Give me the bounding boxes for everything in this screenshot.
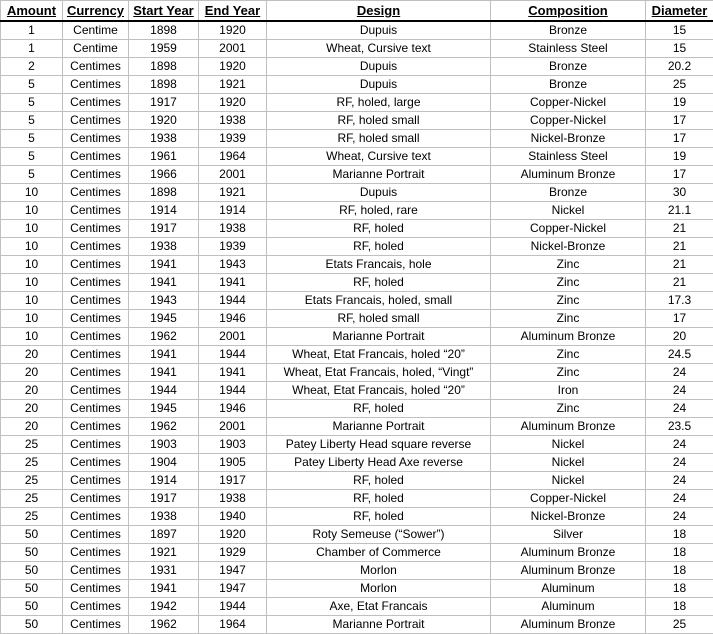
header-currency: Currency [63,1,129,22]
cell-design: Etats Francais, hole [267,256,491,274]
cell-currency: Centimes [63,526,129,544]
cell-composition: Aluminum Bronze [491,616,646,634]
cell-design: Morlon [267,580,491,598]
cell-diameter: 21.1 [646,202,713,220]
cell-composition: Silver [491,526,646,544]
cell-amount: 10 [1,184,63,202]
cell-amount: 50 [1,562,63,580]
cell-design: Dupuis [267,184,491,202]
table-row [1,94,713,112]
cell-amount: 10 [1,220,63,238]
cell-start-year: 1917 [129,220,199,238]
cell-start-year: 1898 [129,184,199,202]
cell-currency: Centimes [63,454,129,472]
cell-design: Wheat, Etat Francais, holed “20” [267,382,491,400]
cell-currency: Centimes [63,544,129,562]
cell-composition: Zinc [491,400,646,418]
table-row [1,184,713,202]
cell-amount: 50 [1,598,63,616]
cell-start-year: 1942 [129,598,199,616]
table-row [1,256,713,274]
cell-start-year: 1917 [129,490,199,508]
cell-end-year: 1964 [199,616,267,634]
cell-diameter: 21 [646,274,713,292]
cell-composition: Copper-Nickel [491,490,646,508]
cell-end-year: 1947 [199,562,267,580]
cell-end-year: 1921 [199,76,267,94]
cell-currency: Centime [63,40,129,58]
cell-amount: 5 [1,94,63,112]
cell-composition: Zinc [491,364,646,382]
cell-composition: Bronze [491,21,646,40]
cell-design: Dupuis [267,58,491,76]
cell-amount: 2 [1,58,63,76]
table-row [1,364,713,382]
cell-amount: 50 [1,526,63,544]
table-row [1,310,713,328]
cell-amount: 10 [1,292,63,310]
table-row [1,220,713,238]
cell-start-year: 1962 [129,616,199,634]
cell-design: Patey Liberty Head Axe reverse [267,454,491,472]
cell-amount: 50 [1,616,63,634]
cell-design: RF, holed small [267,112,491,130]
cell-end-year: 1905 [199,454,267,472]
cell-currency: Centimes [63,400,129,418]
cell-start-year: 1897 [129,526,199,544]
cell-end-year: 1920 [199,94,267,112]
cell-currency: Centimes [63,382,129,400]
cell-composition: Aluminum Bronze [491,166,646,184]
cell-currency: Centimes [63,328,129,346]
cell-end-year: 1920 [199,526,267,544]
cell-diameter: 24 [646,508,713,526]
cell-composition: Copper-Nickel [491,220,646,238]
cell-start-year: 1914 [129,472,199,490]
cell-end-year: 1964 [199,148,267,166]
cell-amount: 10 [1,328,63,346]
cell-end-year: 1920 [199,58,267,76]
cell-diameter: 21 [646,238,713,256]
cell-currency: Centimes [63,490,129,508]
cell-diameter: 15 [646,40,713,58]
table-row [1,76,713,94]
cell-composition: Aluminum [491,580,646,598]
cell-end-year: 1920 [199,21,267,40]
cell-diameter: 24 [646,454,713,472]
cell-start-year: 1941 [129,256,199,274]
cell-end-year: 1929 [199,544,267,562]
cell-currency: Centimes [63,436,129,454]
cell-end-year: 1941 [199,274,267,292]
cell-amount: 25 [1,508,63,526]
cell-currency: Centimes [63,238,129,256]
cell-diameter: 24 [646,472,713,490]
cell-start-year: 1904 [129,454,199,472]
cell-start-year: 1920 [129,112,199,130]
cell-composition: Copper-Nickel [491,112,646,130]
cell-amount: 50 [1,580,63,598]
cell-amount: 20 [1,400,63,418]
cell-diameter: 20 [646,328,713,346]
cell-diameter: 15 [646,21,713,40]
cell-currency: Centimes [63,580,129,598]
header-end-year: End Year [199,1,267,22]
cell-composition: Aluminum [491,598,646,616]
cell-amount: 5 [1,166,63,184]
table-row [1,436,713,454]
cell-design: RF, holed small [267,310,491,328]
cell-design: Wheat, Cursive text [267,148,491,166]
cell-composition: Aluminum Bronze [491,418,646,436]
cell-end-year: 2001 [199,418,267,436]
cell-design: RF, holed [267,400,491,418]
table-row [1,130,713,148]
cell-design: Morlon [267,562,491,580]
cell-start-year: 1898 [129,58,199,76]
cell-end-year: 2001 [199,166,267,184]
cell-currency: Centimes [63,130,129,148]
cell-diameter: 17 [646,130,713,148]
header-composition: Composition [491,1,646,22]
cell-composition: Nickel-Bronze [491,238,646,256]
cell-design: Wheat, Etat Francais, holed “20” [267,346,491,364]
cell-start-year: 1962 [129,328,199,346]
header-amount: Amount [1,1,63,22]
cell-design: Etats Francais, holed, small [267,292,491,310]
cell-start-year: 1914 [129,202,199,220]
cell-end-year: 1944 [199,598,267,616]
table-row [1,40,713,58]
cell-design: Marianne Portrait [267,418,491,436]
cell-amount: 25 [1,490,63,508]
cell-diameter: 24 [646,436,713,454]
cell-start-year: 1959 [129,40,199,58]
cell-end-year: 1943 [199,256,267,274]
cell-currency: Centimes [63,364,129,382]
cell-design: RF, holed, rare [267,202,491,220]
cell-composition: Aluminum Bronze [491,544,646,562]
cell-currency: Centimes [63,76,129,94]
cell-currency: Centimes [63,58,129,76]
cell-end-year: 1903 [199,436,267,454]
cell-end-year: 1944 [199,382,267,400]
cell-design: Wheat, Cursive text [267,40,491,58]
table-row [1,454,713,472]
cell-design: RF, holed [267,472,491,490]
cell-composition: Bronze [491,58,646,76]
cell-currency: Centimes [63,472,129,490]
cell-start-year: 1945 [129,310,199,328]
cell-end-year: 1939 [199,238,267,256]
table-row [1,562,713,580]
cell-design: RF, holed, large [267,94,491,112]
cell-composition: Zinc [491,310,646,328]
cell-diameter: 24 [646,400,713,418]
cell-diameter: 21 [646,220,713,238]
cell-start-year: 1944 [129,382,199,400]
cell-amount: 5 [1,148,63,166]
cell-diameter: 20.2 [646,58,713,76]
cell-composition: Zinc [491,256,646,274]
table-row [1,202,713,220]
cell-start-year: 1962 [129,418,199,436]
cell-design: Axe, Etat Francais [267,598,491,616]
cell-design: RF, holed [267,238,491,256]
cell-amount: 1 [1,40,63,58]
cell-start-year: 1941 [129,346,199,364]
cell-end-year: 1944 [199,346,267,364]
cell-amount: 10 [1,274,63,292]
cell-design: RF, holed [267,274,491,292]
cell-amount: 5 [1,76,63,94]
cell-composition: Aluminum Bronze [491,562,646,580]
table-body [1,21,713,634]
cell-composition: Bronze [491,184,646,202]
cell-end-year: 1938 [199,112,267,130]
table-row [1,21,713,40]
cell-composition: Copper-Nickel [491,94,646,112]
header-diameter: Diameter [646,1,713,22]
cell-currency: Centimes [63,274,129,292]
cell-design: RF, holed [267,490,491,508]
cell-currency: Centimes [63,598,129,616]
table-row [1,238,713,256]
cell-diameter: 19 [646,94,713,112]
cell-diameter: 30 [646,184,713,202]
table-row [1,616,713,634]
cell-currency: Centimes [63,418,129,436]
cell-composition: Stainless Steel [491,40,646,58]
cell-amount: 25 [1,472,63,490]
cell-design: RF, holed [267,220,491,238]
cell-composition: Iron [491,382,646,400]
cell-diameter: 21 [646,256,713,274]
cell-start-year: 1938 [129,508,199,526]
cell-amount: 5 [1,130,63,148]
cell-currency: Centimes [63,202,129,220]
cell-end-year: 1938 [199,220,267,238]
cell-end-year: 1946 [199,310,267,328]
table-row [1,346,713,364]
cell-start-year: 1898 [129,76,199,94]
cell-diameter: 17 [646,112,713,130]
cell-diameter: 18 [646,562,713,580]
cell-start-year: 1941 [129,274,199,292]
cell-start-year: 1931 [129,562,199,580]
table-row [1,292,713,310]
cell-end-year: 1946 [199,400,267,418]
header-design: Design [267,1,491,22]
cell-diameter: 18 [646,580,713,598]
cell-amount: 1 [1,21,63,40]
cell-start-year: 1938 [129,130,199,148]
cell-end-year: 1941 [199,364,267,382]
cell-diameter: 23.5 [646,418,713,436]
cell-design: Patey Liberty Head square reverse [267,436,491,454]
cell-currency: Centimes [63,184,129,202]
cell-diameter: 19 [646,148,713,166]
table-row [1,274,713,292]
cell-composition: Nickel [491,454,646,472]
cell-diameter: 24 [646,364,713,382]
cell-amount: 10 [1,310,63,328]
header-start-year: Start Year [129,1,199,22]
table-row [1,112,713,130]
table-row [1,418,713,436]
cell-diameter: 18 [646,526,713,544]
cell-composition: Aluminum Bronze [491,328,646,346]
cell-end-year: 1921 [199,184,267,202]
cell-currency: Centimes [63,508,129,526]
cell-amount: 25 [1,454,63,472]
cell-composition: Zinc [491,292,646,310]
cell-currency: Centimes [63,112,129,130]
cell-amount: 20 [1,346,63,364]
cell-currency: Centimes [63,562,129,580]
cell-design: Marianne Portrait [267,616,491,634]
cell-currency: Centimes [63,220,129,238]
cell-composition: Nickel [491,436,646,454]
cell-design: Chamber of Commerce [267,544,491,562]
table-row [1,328,713,346]
cell-end-year: 2001 [199,328,267,346]
cell-start-year: 1943 [129,292,199,310]
cell-currency: Centimes [63,292,129,310]
table-row [1,58,713,76]
cell-start-year: 1941 [129,364,199,382]
cell-diameter: 18 [646,544,713,562]
cell-design: Roty Semeuse (“Sower”) [267,526,491,544]
cell-amount: 20 [1,418,63,436]
table-row [1,148,713,166]
cell-end-year: 1917 [199,472,267,490]
table-row [1,526,713,544]
cell-composition: Zinc [491,274,646,292]
cell-amount: 5 [1,112,63,130]
table-row [1,580,713,598]
cell-diameter: 17.3 [646,292,713,310]
cell-end-year: 1939 [199,130,267,148]
table-row [1,400,713,418]
cell-composition: Zinc [491,346,646,364]
cell-design: RF, holed small [267,130,491,148]
cell-design: Dupuis [267,76,491,94]
table-row [1,490,713,508]
cell-amount: 25 [1,436,63,454]
cell-design: Marianne Portrait [267,328,491,346]
cell-composition: Nickel [491,472,646,490]
table-header [1,1,713,22]
cell-composition: Stainless Steel [491,148,646,166]
cell-currency: Centime [63,21,129,40]
cell-currency: Centimes [63,256,129,274]
cell-diameter: 24 [646,490,713,508]
cell-diameter: 18 [646,598,713,616]
cell-amount: 10 [1,238,63,256]
cell-amount: 10 [1,256,63,274]
cell-diameter: 25 [646,616,713,634]
cell-start-year: 1945 [129,400,199,418]
cell-start-year: 1961 [129,148,199,166]
cell-amount: 50 [1,544,63,562]
cell-start-year: 1938 [129,238,199,256]
cell-end-year: 1938 [199,490,267,508]
table-row [1,472,713,490]
cell-end-year: 1947 [199,580,267,598]
cell-currency: Centimes [63,616,129,634]
cell-start-year: 1941 [129,580,199,598]
table-row [1,508,713,526]
cell-start-year: 1898 [129,21,199,40]
cell-start-year: 1966 [129,166,199,184]
table-row [1,598,713,616]
cell-amount: 20 [1,382,63,400]
table-row [1,382,713,400]
cell-currency: Centimes [63,94,129,112]
cell-currency: Centimes [63,148,129,166]
cell-diameter: 17 [646,166,713,184]
cell-currency: Centimes [63,310,129,328]
cell-diameter: 17 [646,310,713,328]
cell-start-year: 1903 [129,436,199,454]
cell-end-year: 1914 [199,202,267,220]
cell-design: RF, holed [267,508,491,526]
cell-end-year: 1944 [199,292,267,310]
cell-design: Wheat, Etat Francais, holed, “Vingt” [267,364,491,382]
cell-currency: Centimes [63,166,129,184]
cell-composition: Nickel-Bronze [491,508,646,526]
cell-start-year: 1917 [129,94,199,112]
cell-diameter: 25 [646,76,713,94]
cell-start-year: 1921 [129,544,199,562]
cell-end-year: 2001 [199,40,267,58]
cell-diameter: 24 [646,382,713,400]
cell-composition: Nickel [491,202,646,220]
cell-end-year: 1940 [199,508,267,526]
cell-amount: 10 [1,202,63,220]
table-row [1,166,713,184]
cell-composition: Bronze [491,76,646,94]
cell-diameter: 24.5 [646,346,713,364]
cell-design: Dupuis [267,21,491,40]
cell-design: Marianne Portrait [267,166,491,184]
cell-amount: 20 [1,364,63,382]
cell-composition: Nickel-Bronze [491,130,646,148]
header-row [1,1,713,22]
cell-currency: Centimes [63,346,129,364]
table-row [1,544,713,562]
